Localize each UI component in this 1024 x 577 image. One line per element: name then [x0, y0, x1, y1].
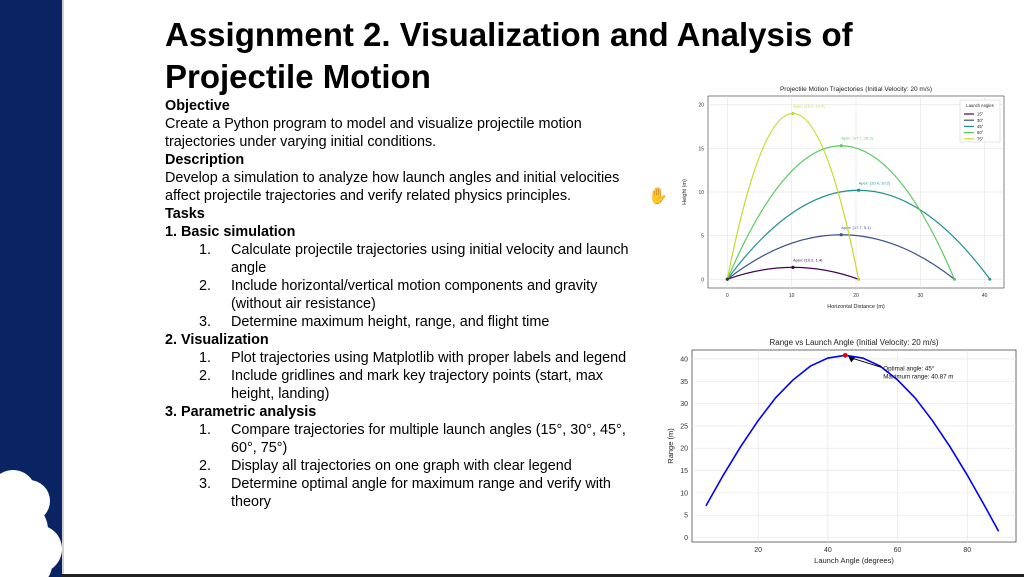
- slide-title: Assignment 2. Visualization and Analysis of Projectile Motion: [165, 16, 853, 95]
- task-text: Determine maximum height, range, and flight time: [231, 314, 550, 330]
- task-number: 2.: [198, 368, 211, 384]
- description-heading: Description: [165, 152, 245, 168]
- tick-label: 40: [680, 356, 688, 364]
- legend-label: 30°: [977, 117, 984, 123]
- task-number: 2.: [198, 458, 211, 474]
- task-item: [165, 367, 645, 403]
- task-number: 2.: [198, 278, 211, 294]
- tick-label: 40: [981, 293, 988, 299]
- y-axis-label: Range (m): [666, 428, 675, 464]
- apex-marker: [840, 144, 843, 147]
- task-item: [165, 421, 645, 457]
- tick-label: 20: [680, 445, 688, 453]
- task-text: Compare trajectories for multiple launch angles (15°, 30°, 45°, 60°, 75°): [231, 422, 626, 456]
- task-item: [165, 277, 645, 313]
- task-text: Display all trajectories on one graph with clear legend: [231, 458, 572, 474]
- slide-body: [165, 97, 645, 511]
- apex-marker: [791, 112, 794, 115]
- hand-cursor-icon: ✋: [648, 188, 668, 205]
- apex-label: Apex: (17.7, 5.1): [841, 224, 871, 230]
- task-number: 3.: [198, 314, 211, 330]
- annotation-text: Maximum range: 40.87 m: [883, 373, 954, 381]
- apex-marker: [857, 189, 860, 192]
- legend-label: 45°: [977, 124, 984, 129]
- description-text: Develop a simulation to analyze how launch angles and initial velocities affect projectile trajectories and verify related physics principles.: [165, 170, 620, 204]
- task-number: 1.: [198, 422, 211, 438]
- tick-label: 0: [725, 293, 729, 299]
- tasks-heading: Tasks: [165, 206, 205, 222]
- task-text: Plot trajectories using Matplotlib with proper labels and legend: [231, 350, 627, 366]
- task-item: [165, 241, 645, 277]
- slide-sidebar: [0, 0, 62, 577]
- objective-text: Create a Python program to model and visualize projectile motion trajectories under varying initial conditions.: [165, 116, 582, 150]
- y-axis-label: Height (m): [682, 179, 688, 205]
- range-angle-chart: [660, 334, 1024, 566]
- task-item: [165, 475, 645, 511]
- landing-marker: [988, 278, 991, 281]
- annotation-text: Optimal angle: 45°: [883, 365, 935, 373]
- legend-label: 75°: [977, 136, 984, 142]
- tick-label: 30: [917, 293, 924, 299]
- tick-label: 30: [680, 401, 688, 409]
- objective-heading: Objective: [165, 98, 230, 114]
- x-axis-label: Launch Angle (degrees): [814, 556, 894, 565]
- landing-marker: [857, 278, 860, 281]
- tick-label: 60: [893, 547, 902, 554]
- tick-label: 20: [754, 547, 763, 554]
- section-heading: 3. Parametric analysis: [165, 404, 317, 420]
- section-heading: 2. Visualization: [165, 332, 269, 348]
- tick-label: 10: [680, 490, 688, 498]
- apex-label: Apex: (10.2, 19.0): [792, 103, 825, 109]
- task-text: Determine optimal angle for maximum range and verify with theory: [231, 476, 611, 510]
- task-text: Include gridlines and mark key trajectory points (start, max height, landing): [231, 368, 603, 402]
- tick-label: 40: [823, 547, 832, 554]
- x-axis-label: Horizontal Distance (m): [827, 304, 885, 310]
- apex-label: Apex: (20.4, 10.2): [858, 180, 891, 186]
- trajectory-chart: [676, 82, 1012, 314]
- legend-label: 60°: [977, 130, 984, 136]
- tick-label: 35: [680, 378, 688, 386]
- task-text: Include horizontal/vertical motion components and gravity (without air resistance): [231, 278, 598, 312]
- section-heading: 1. Basic simulation: [165, 224, 296, 240]
- task-text: Calculate projectile trajectories using initial velocity and launch angle: [231, 242, 629, 276]
- task-number: 1.: [198, 242, 211, 258]
- tick-label: 15: [698, 146, 704, 153]
- legend-label: 15°: [977, 111, 984, 117]
- tick-label: 20: [853, 293, 859, 299]
- legend-title: Launch Angles: [966, 103, 994, 108]
- tick-label: 5: [701, 233, 704, 240]
- task-number: 3.: [198, 476, 211, 492]
- trajectory-line: [727, 267, 858, 279]
- tick-label: 0: [701, 277, 704, 284]
- apex-label: Apex: (10.2, 1.4): [792, 257, 823, 263]
- range-curve: [706, 355, 999, 531]
- task-item: [165, 313, 645, 331]
- chart-title: Range vs Launch Angle (Initial Velocity: 20 m/s): [769, 338, 939, 347]
- start-marker: [726, 278, 729, 281]
- landing-marker: [953, 278, 956, 281]
- tick-label: 80: [963, 547, 972, 554]
- tick-label: 20: [698, 102, 704, 109]
- slide-edge: [62, 0, 64, 577]
- tick-label: 5: [684, 512, 688, 520]
- task-item: [165, 349, 645, 367]
- task-item: [165, 457, 645, 475]
- task-number: 1.: [198, 350, 211, 366]
- tick-label: 10: [788, 293, 795, 299]
- apex-marker: [791, 266, 794, 269]
- tick-label: 0: [684, 535, 688, 543]
- tick-label: 10: [698, 190, 704, 196]
- tick-label: 25: [680, 423, 688, 431]
- chart-title: Projectile Motion Trajectories (Initial Velocity: 20 m/s): [779, 86, 933, 93]
- apex-marker: [840, 233, 843, 236]
- tick-label: 15: [680, 468, 688, 476]
- apex-label: Apex: (17.7, 15.3): [841, 135, 873, 141]
- optimal-point-marker: [843, 353, 848, 358]
